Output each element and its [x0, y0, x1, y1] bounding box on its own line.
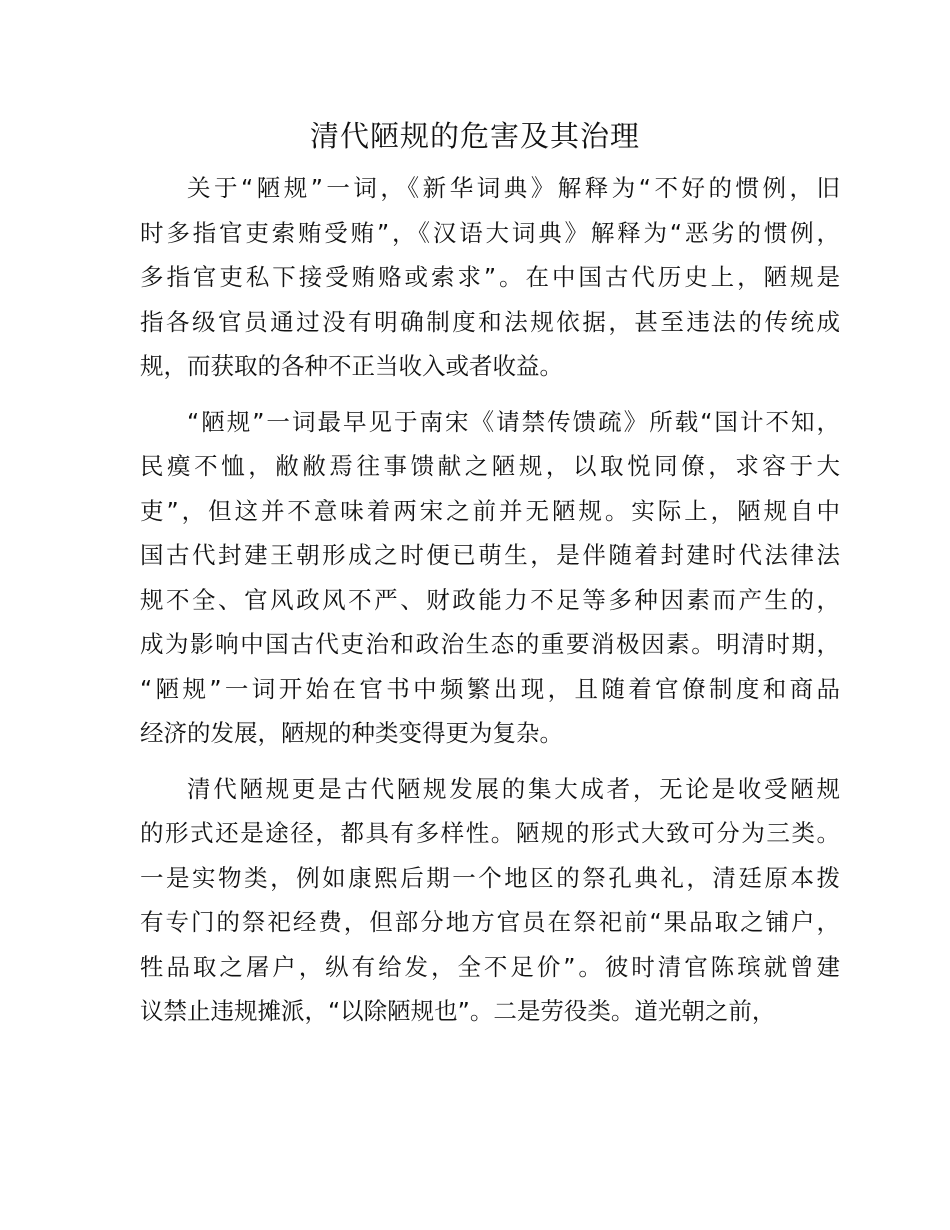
paragraph-line: 议禁止违规摊派，“以除陋规也”。二是劳役类。道光朝之前，	[140, 997, 776, 1025]
paragraph-line: 时多指官吏索贿受贿”，《汉语大词典》解释为“恶劣的惯例，	[140, 218, 840, 247]
paragraph	[140, 166, 840, 389]
document-body	[140, 166, 840, 1045]
paragraph-line: 成为影响中国古代吏治和政治生态的重要消极因素。明清时期，	[140, 630, 840, 658]
paragraph-line: 吏”，但这并不意味着两宋之前并无陋规。实际上，陋规自中	[140, 496, 840, 525]
paragraph-line: 一是实物类，例如康熙后期一个地区的祭孔典礼，清廷原本拨	[140, 863, 840, 892]
paragraph	[140, 400, 840, 756]
paragraph-line: “陋规”一词最早见于南宋《请禁传馈疏》所载“国计不知，	[187, 407, 840, 436]
paragraph-line: 牲品取之屠户，纵有给发，全不足价”。彼时清官陈瑸就曾建	[140, 952, 840, 981]
paragraph-line: 规不全、官风政风不严、财政能力不足等多种因素而产生的，	[140, 585, 840, 614]
paragraph-line: 多指官吏私下接受贿赂或索求”。在中国古代历史上，陋规是	[140, 263, 840, 291]
paragraph-line: 的形式还是途径，都具有多样性。陋规的形式大致可分为三类。	[140, 819, 840, 847]
paragraph-line: 规，而获取的各种不正当收入或者收益。	[140, 352, 563, 380]
paragraph-line: 民瘼不恤，敝敝焉往事馈献之陋规，以取悦同僚，求容于大	[140, 452, 840, 480]
paragraph	[140, 767, 840, 1034]
paragraph-line: 有专门的祭祀经费，但部分地方官员在祭祀前“果品取之铺户，	[140, 908, 840, 936]
paragraph-line: 指各级官员通过没有明确制度和法规依据，甚至违法的传统成	[140, 307, 840, 336]
paragraph-line: 国古代封建王朝形成之时便已萌生，是伴随着封建时代法律法	[140, 541, 840, 569]
paragraph-line: 经济的发展，陋规的种类变得更为复杂。	[140, 719, 563, 747]
document-title: 清代陋规的危害及其治理	[309, 119, 640, 153]
paragraph-line: “陋规”一词开始在官书中频繁出现，且随着官僚制度和商品	[140, 674, 840, 703]
paragraph-line: 关于“陋规”一词，《新华词典》解释为“不好的惯例，旧	[187, 174, 840, 202]
paragraph-line: 清代陋规更是古代陋规发展的集大成者，无论是收受陋规	[187, 774, 840, 803]
